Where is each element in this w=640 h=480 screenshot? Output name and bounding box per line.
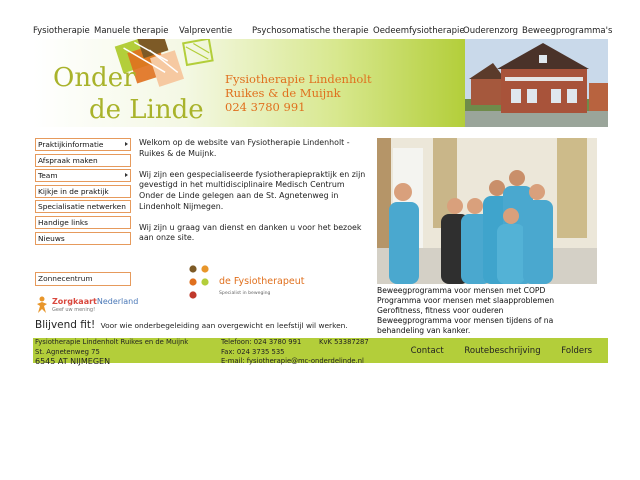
sidebar-item-label: Praktijkinformatie <box>38 140 104 149</box>
top-navigation <box>33 24 613 40</box>
program-kanker[interactable]: Beweegprogramma voor mensen tijdens of na behandeling van kanker. <box>377 316 554 335</box>
blijvend-fit-text: Voor wie onderbegeleiding aan overgewicht en leefstijl wil werken. <box>100 321 348 330</box>
footer-link-contact[interactable]: Contact <box>410 346 444 356</box>
blijvend-fit-banner[interactable] <box>35 319 348 331</box>
header-phone: 024 3780 991 <box>225 100 306 114</box>
nav-manuele-therapie[interactable]: Manuele therapie <box>94 26 169 36</box>
sidebar-item-zonnecentrum[interactable]: Zonnecentrum <box>35 272 131 286</box>
sidebar-item-specialisatie-netwerken[interactable] <box>35 200 131 213</box>
sidebar-item-label: Team <box>38 171 58 181</box>
sidebar-item-nieuws[interactable] <box>35 232 131 245</box>
footer-link-folders[interactable]: Folders <box>561 346 592 356</box>
thanks-text: Wij zijn u graag van dienst en danken u voor het bezoek aan onze site. <box>139 222 362 243</box>
programs-list <box>377 286 597 336</box>
program-gerofitness[interactable]: Gerofitness, fitness voor ouderen <box>377 306 504 315</box>
sidebar-item-kijkje-in-de-praktijk[interactable] <box>35 185 131 198</box>
arrow-right-icon <box>125 142 128 146</box>
program-copd[interactable]: Beweegprogramma voor mensen met COPD <box>377 286 546 295</box>
intro-text: Wij zijn een gespecialiseerde fysiotherapiepraktijk en zijn gevestigd in het multidisciplinaire Medisch Centrum Onder de Linde gelegen aan de St. Agnetenweg in Lindenholt Nijmegen. <box>139 169 366 211</box>
team-photo <box>377 138 597 284</box>
fysio-logo-title: de Fysiotherapeut <box>219 276 305 287</box>
footer-city: 6545 AT NIJMEGEN <box>35 357 111 366</box>
footer <box>33 338 608 366</box>
sidebar-menu <box>35 138 131 247</box>
building-photo <box>465 39 608 127</box>
footer-street: St. Agnetenweg 75 <box>35 347 100 356</box>
header-banner <box>33 39 608 127</box>
welcome-text: Welkom op de website van Fysiotherapie Lindenholt - Ruikes & de Muijnk. <box>139 138 350 158</box>
fysio-logo-subtitle: Specialist in beweging <box>219 291 271 296</box>
sidebar-item-praktijkinformatie[interactable] <box>35 138 131 151</box>
person-figure-icon <box>34 296 50 314</box>
sidebar-item-label: Afspraak maken <box>38 155 98 165</box>
nav-beweegprogrammas[interactable]: Beweegprogramma's <box>522 26 613 36</box>
sidebar-item-afspraak-maken[interactable] <box>35 154 131 167</box>
footer-phone: Telefoon: 024 3780 991 <box>221 338 302 346</box>
header-title: Fysiotherapie Lindenholt <box>225 72 372 86</box>
nav-ouderenzorg[interactable]: Ouderenzorg <box>463 26 519 36</box>
sidebar-item-team[interactable] <box>35 169 131 182</box>
sidebar-item-label: Nieuws <box>38 233 65 243</box>
program-slaapproblemen[interactable]: Programma voor mensen met slaapproblemen <box>377 296 555 305</box>
sidebar-item-label: Kijkje in de praktijk <box>38 186 109 196</box>
arrow-right-icon <box>125 173 128 177</box>
nav-oedeemfysiotherapie[interactable]: Oedeemfysiotherapie <box>373 26 465 36</box>
de-fysiotherapeut-logo[interactable] <box>183 264 313 300</box>
sidebar-item-label: Specialisatie netwerken <box>38 202 126 212</box>
zorgkaart-name: ZorgkaartNederland <box>52 297 139 306</box>
footer-kvk: KvK 53387287 <box>319 338 369 346</box>
dots-logo-icon <box>183 264 217 300</box>
sidebar-item-label: Handige links <box>38 217 89 227</box>
header-subtitle: Ruikes & de Muijnk <box>225 86 341 100</box>
logo-text-de-linde: de Linde <box>89 95 204 125</box>
footer-email[interactable]: E-mail: fysiotherapie@mc-onderdelinde.nl <box>221 357 364 365</box>
nav-fysiotherapie[interactable]: Fysiotherapie <box>33 26 90 36</box>
footer-practice-name: Fysiotherapie Lindenholt Ruikes en de Muijnk <box>35 338 189 346</box>
blijvend-fit-title: Blijvend fit! <box>35 319 96 331</box>
nav-valpreventie[interactable]: Valpreventie <box>179 26 233 36</box>
zorgkaart-logo[interactable] <box>34 296 144 316</box>
header-logo-area[interactable] <box>33 39 465 127</box>
nav-psychosomatische-therapie[interactable]: Psychosomatische therapie <box>252 26 369 36</box>
footer-links <box>393 346 592 356</box>
main-content <box>139 138 371 255</box>
footer-link-routebeschrijving[interactable]: Routebeschrijving <box>464 346 541 356</box>
sidebar-item-handige-links[interactable] <box>35 216 131 229</box>
zorgkaart-tagline: Geef uw mening! <box>52 307 96 313</box>
footer-address <box>35 338 188 367</box>
logo-text-onder: Onder <box>53 63 136 93</box>
footer-fax: Fax: 024 3735 535 <box>221 347 285 356</box>
